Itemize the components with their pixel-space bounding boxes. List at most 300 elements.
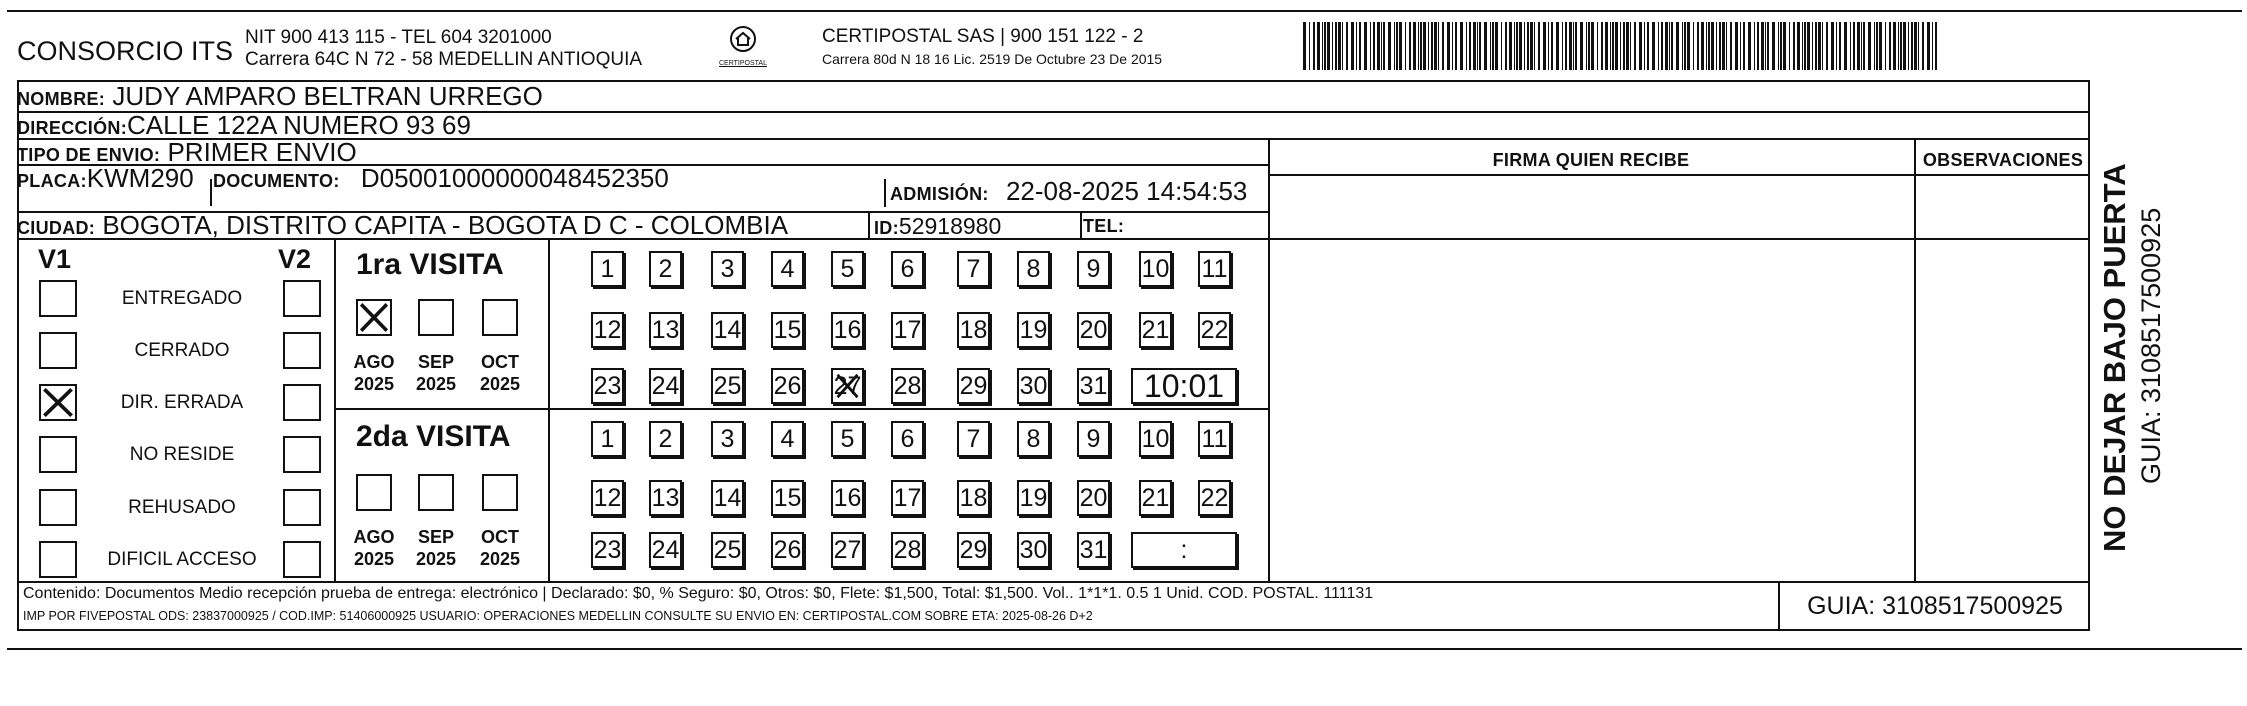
day-box[interactable]: 24 <box>649 532 682 568</box>
admission-group <box>890 176 1247 207</box>
day-box[interactable]: 9 <box>1077 421 1110 457</box>
barcode-bar <box>1431 22 1433 70</box>
barcode-bar <box>1730 22 1732 70</box>
day-box[interactable]: 23 <box>591 532 624 568</box>
observations-label: OBSERVACIONES <box>1922 150 2084 170</box>
barcode-bar <box>1469 22 1471 70</box>
divider <box>1080 211 1082 239</box>
barcode-bar <box>1754 22 1755 70</box>
month-label: AGO <box>353 352 395 372</box>
day-box[interactable]: 23 <box>591 368 624 404</box>
month-checkbox[interactable] <box>482 299 518 336</box>
day-box[interactable]: 1 <box>591 421 624 457</box>
doc-number: D05001000000048452350 <box>360 163 669 193</box>
barcode-bar <box>1885 22 1886 70</box>
barcode-bar <box>1630 22 1631 70</box>
barcode-bar <box>1586 22 1587 70</box>
barcode-bar <box>1381 22 1382 70</box>
v2-checkbox[interactable] <box>283 280 321 317</box>
barcode-bar <box>1530 22 1533 70</box>
barcode-bar <box>1615 22 1618 70</box>
barcode-bar <box>1831 22 1834 70</box>
day-box[interactable]: 14 <box>711 312 744 348</box>
form-right-border <box>2088 80 2090 583</box>
barcode-bar <box>1492 22 1494 70</box>
admission-label: ADMISIÓN: <box>890 184 989 204</box>
day-cross <box>835 372 860 400</box>
barcode-bar <box>1452 22 1453 70</box>
barcode-bar <box>1620 22 1621 70</box>
barcode-bar <box>1434 22 1437 70</box>
status-option-label: NO RESIDE <box>129 444 235 465</box>
barcode-bar <box>1639 22 1642 70</box>
row-address <box>17 110 2090 140</box>
barcode-bar <box>1716 22 1717 70</box>
day-box[interactable]: 13 <box>649 312 682 348</box>
v2-checkbox[interactable] <box>283 436 321 473</box>
barcode-bar <box>1597 22 1598 70</box>
day-box[interactable]: 12 <box>591 312 624 348</box>
signature-label: FIRMA QUIEN RECIBE <box>1492 150 1690 170</box>
barcode-bar <box>1857 22 1860 70</box>
barcode-bar <box>1783 22 1786 70</box>
barcode-bar <box>1413 22 1416 70</box>
barcode-bar <box>1423 22 1426 70</box>
courier-logo-text: CERTIPOSTAL <box>719 60 767 67</box>
barcode-bar <box>1388 22 1391 70</box>
barcode-bar <box>1863 22 1865 70</box>
barcode-bar <box>1405 22 1406 70</box>
barcode-bar <box>1477 22 1478 70</box>
divider <box>210 179 212 206</box>
barcode-bar <box>1927 22 1930 70</box>
barcode-bar <box>1442 22 1444 70</box>
barcode-bar <box>1693 22 1694 70</box>
barcode-bar <box>1836 22 1837 70</box>
day-box[interactable]: 30 <box>1017 532 1050 568</box>
barcode-bar <box>1623 22 1625 70</box>
city: BOGOTA, DISTRITO CAPITA - BOGOTA D C - COLOMBIA <box>102 210 789 240</box>
barcode-bar <box>1573 22 1574 70</box>
day-box[interactable]: 28 <box>891 532 924 568</box>
status-option-label: CERRADO <box>134 340 230 361</box>
barcode-bar <box>1815 22 1817 70</box>
barcode-bar <box>1778 22 1779 70</box>
barcode-bar <box>1324 22 1326 70</box>
signature-header-line <box>1268 174 2090 176</box>
barcode-bar <box>1868 22 1871 70</box>
barcode-bar <box>1669 22 1670 70</box>
day-box[interactable]: 19 <box>1017 480 1050 516</box>
day-box[interactable]: 13 <box>649 480 682 516</box>
day-box[interactable]: 8 <box>1017 251 1050 287</box>
courier-logo-icon <box>728 24 758 54</box>
barcode-bar <box>1914 22 1917 70</box>
v1-checkbox[interactable] <box>39 541 77 578</box>
admission-date: 22-08-2025 14:54:53 <box>1005 176 1248 206</box>
barcode-bar <box>1797 22 1800 70</box>
barcode-bar <box>1556 22 1559 70</box>
barcode-bar <box>1428 22 1429 70</box>
day-box[interactable]: 6 <box>891 251 924 287</box>
barcode-bar <box>1676 22 1679 70</box>
barcode-bar <box>1789 22 1790 70</box>
barcode-bar <box>1812 22 1813 70</box>
row-name <box>17 81 2090 111</box>
divider <box>868 211 870 239</box>
day-box[interactable]: 28 <box>891 368 924 404</box>
barcode-bar <box>1706 22 1707 70</box>
day-box[interactable]: 16 <box>831 312 864 348</box>
day-box[interactable]: 18 <box>957 480 990 516</box>
day-box[interactable]: 29 <box>957 368 990 404</box>
year-label: 2025 <box>479 374 521 394</box>
day-box[interactable]: 4 <box>771 421 804 457</box>
barcode-bar <box>1548 22 1549 70</box>
day-box[interactable]: 3 <box>711 421 744 457</box>
barcode-bar <box>1822 22 1823 70</box>
barcode-bar <box>1802 22 1803 70</box>
first-visit-label: 1ra VISITA <box>356 248 504 281</box>
guia-box: GUIA: 3108517500925 <box>1778 583 2090 629</box>
barcode-bar <box>1701 22 1704 70</box>
barcode-bar <box>1903 22 1906 70</box>
barcode-bar <box>1335 22 1337 70</box>
day-box[interactable]: 25 <box>711 532 744 568</box>
barcode-bar <box>1447 22 1450 70</box>
day-box[interactable]: 9 <box>1077 251 1110 287</box>
barcode-bar <box>1772 22 1775 70</box>
barcode-bar <box>1780 22 1782 70</box>
tel-label: TEL: <box>1083 216 1125 236</box>
barcode-bar <box>1861 22 1862 70</box>
barcode-bar <box>1893 22 1896 70</box>
status-option-label: ENTREGADO <box>121 288 243 309</box>
barcode-bar <box>1466 22 1467 70</box>
day-box[interactable]: 22 <box>1198 312 1231 348</box>
barcode-bar <box>1519 22 1522 70</box>
plate: KWM290 <box>86 163 194 193</box>
v1-checkbox[interactable] <box>39 384 77 421</box>
v1-checkbox[interactable] <box>39 436 77 473</box>
barcode-bar <box>1612 22 1614 70</box>
recipient-name: JUDY AMPARO BELTRAN URREGO <box>112 81 543 111</box>
courier-logo <box>716 24 770 70</box>
barcode-bar <box>1874 22 1875 70</box>
day-box[interactable] <box>831 368 864 404</box>
day-box[interactable]: 29 <box>957 532 990 568</box>
day-box[interactable]: 20 <box>1077 312 1110 348</box>
day-box[interactable]: 22 <box>1198 480 1231 516</box>
recipient-address: CALLE 122A NUMERO 93 69 <box>127 110 471 140</box>
barcode-bar <box>1484 22 1487 70</box>
barcode-bar <box>1501 22 1502 70</box>
barcode-bar <box>1309 22 1310 70</box>
address-label: DIRECCIÓN: <box>17 118 127 138</box>
month-checkbox[interactable] <box>356 474 392 511</box>
barcode-bar <box>1644 22 1645 70</box>
v1-checkbox[interactable] <box>39 280 77 317</box>
barcode-bar <box>1588 22 1590 70</box>
day-box[interactable]: 21 <box>1139 480 1172 516</box>
barcode-bar <box>1850 22 1851 70</box>
month-checkbox[interactable] <box>418 474 454 511</box>
barcode-bar <box>1818 22 1821 70</box>
day-box[interactable]: 31 <box>1077 368 1110 404</box>
day-box[interactable]: 30 <box>1017 368 1050 404</box>
barcode-bar <box>1935 22 1937 70</box>
day-box[interactable]: 26 <box>771 368 804 404</box>
barcode-bar <box>1346 22 1348 70</box>
day-box[interactable]: 16 <box>831 480 864 516</box>
time-box[interactable]: 10:01 <box>1131 368 1237 404</box>
barcode-bar <box>1844 22 1847 70</box>
month-label: SEP <box>417 527 455 547</box>
divider <box>884 179 886 207</box>
barcode-bar <box>1804 22 1806 70</box>
barcode-bar <box>1356 22 1357 70</box>
barcode-bar <box>1332 22 1333 70</box>
day-box[interactable]: 7 <box>957 421 990 457</box>
barcode-bar <box>1479 22 1481 70</box>
barcode-bar <box>1534 22 1535 70</box>
v1-checkbox[interactable] <box>39 332 77 369</box>
barcode-bar <box>1327 22 1330 70</box>
barcode-bar <box>1826 22 1828 70</box>
barcode-bar <box>1351 22 1354 70</box>
barcode-bar <box>1740 22 1741 70</box>
status-option-label: DIR. ERRADA <box>120 392 244 413</box>
barcode-bar <box>1839 22 1841 70</box>
barcode-bar <box>1765 22 1766 70</box>
barcode-bar <box>1322 22 1323 70</box>
barcode-bar <box>1711 22 1714 70</box>
barcode-bar <box>1575 22 1577 70</box>
day-box[interactable]: 8 <box>1017 421 1050 457</box>
city-label: CIUDAD: <box>17 218 96 238</box>
barcode-bar <box>1911 22 1913 70</box>
barcode-bar <box>1591 22 1594 70</box>
day-box[interactable]: 2 <box>649 251 682 287</box>
day-box[interactable]: 15 <box>771 480 804 516</box>
barcode-bar <box>1317 22 1320 70</box>
company-address: Carrera 64C N 72 - 58 MEDELLIN ANTIOQUIA <box>245 49 643 70</box>
courier-address: Carrera 80d N 18 16 Lic. 2519 De Octubre 23 De 2015 <box>822 51 1163 67</box>
barcode-bar <box>1569 22 1572 70</box>
month-checkbox[interactable] <box>482 474 518 511</box>
barcode-bar <box>1708 22 1710 70</box>
day-box[interactable]: 1 <box>591 251 624 287</box>
barcode-bar <box>1418 22 1419 70</box>
doc-label: DOCUMENTO: <box>212 171 340 191</box>
barcode-bar <box>1394 22 1395 70</box>
v2-checkbox[interactable] <box>283 332 321 369</box>
barcode-bar <box>1748 22 1751 70</box>
barcode-bar <box>1342 22 1343 70</box>
plate-label: PLACA: <box>17 171 87 191</box>
barcode-bar <box>1647 22 1649 70</box>
barcode-bar <box>1383 22 1385 70</box>
day-box[interactable]: 24 <box>649 368 682 404</box>
barcode-bar <box>1932 22 1933 70</box>
barcode-bar <box>1313 22 1315 70</box>
day-box[interactable]: 10 <box>1139 251 1172 287</box>
barcode-bar <box>1908 22 1909 70</box>
barcode-bar <box>1396 22 1398 70</box>
barcode-bar <box>1377 22 1380 70</box>
barcode-bar <box>1514 22 1515 70</box>
barcode-bar <box>1889 22 1891 70</box>
day-box[interactable]: 20 <box>1077 480 1110 516</box>
day-box[interactable]: 19 <box>1017 312 1050 348</box>
barcode-bar <box>1338 22 1341 70</box>
day-box[interactable]: 21 <box>1139 312 1172 348</box>
day-box[interactable]: 15 <box>771 312 804 348</box>
time-box[interactable]: : <box>1131 532 1237 568</box>
barcode-bar <box>1527 22 1529 70</box>
barcode-bar <box>1505 22 1507 70</box>
year-label: 2025 <box>415 549 457 569</box>
barcode-bar <box>1743 22 1745 70</box>
barcode-bar <box>1538 22 1540 70</box>
barcode-bar <box>1682 22 1683 70</box>
day-box[interactable]: 3 <box>711 251 744 287</box>
barcode-bar <box>1722 22 1725 70</box>
day-box[interactable]: 11 <box>1198 421 1231 457</box>
day-number: 27 <box>833 372 862 400</box>
barcode-bar <box>1761 22 1764 70</box>
barcode-bar <box>1652 22 1655 70</box>
second-visit-label: 2da VISITA <box>356 420 511 453</box>
barcode-bar <box>1373 22 1375 70</box>
year-label: 2025 <box>479 549 521 569</box>
ship-type-label: TIPO DE ENVIO: <box>17 145 161 165</box>
company-nit: NIT 900 413 115 - TEL 604 3201000 <box>245 27 552 48</box>
barcode-bar <box>1687 22 1690 70</box>
id-number: 52918980 <box>898 213 1002 239</box>
barcode-bar <box>1757 22 1759 70</box>
v1-checkbox[interactable] <box>39 489 77 526</box>
side-warning: NO DEJAR BAJO PUERTA <box>2097 163 2132 552</box>
barcode-bar <box>1359 22 1361 70</box>
barcode-bar <box>1543 22 1546 70</box>
month-label: OCT <box>481 527 519 547</box>
barcode-bar <box>1409 22 1411 70</box>
barcode-bar <box>1697 22 1699 70</box>
v2-checkbox[interactable] <box>283 384 321 421</box>
v2-label: V2 <box>278 244 312 274</box>
day-box[interactable]: 2 <box>649 421 682 457</box>
status-option-label: DIFICIL ACCESO <box>107 549 257 570</box>
barcode-bar <box>1605 22 1608 70</box>
barcode-bar <box>1455 22 1457 70</box>
id-label: ID: <box>874 218 899 238</box>
barcode-bar <box>1918 22 1919 70</box>
day-box[interactable]: 17 <box>891 312 924 348</box>
year-label: 2025 <box>415 374 457 394</box>
status-right-border <box>334 240 336 583</box>
day-box[interactable]: 18 <box>957 312 990 348</box>
barcode-bar <box>1562 22 1563 70</box>
barcode-bar <box>1551 22 1553 70</box>
barcode-bar <box>1565 22 1567 70</box>
barcode-bar <box>1580 22 1583 70</box>
barcode-bar <box>1807 22 1810 70</box>
barcode-bar <box>1524 22 1525 70</box>
barcode-bar <box>1661 22 1663 70</box>
month-checkbox[interactable] <box>418 299 454 336</box>
barcode-bar <box>1509 22 1512 70</box>
barcode-bar <box>1438 22 1439 70</box>
day-box[interactable]: 12 <box>591 480 624 516</box>
content-line: Contenido: Documentos Medio recepción prueba de entrega: electrónico | Declarado: $0, % Seguro: $0, Otros: $0, Flete: $1,500, Total: $1,500. Vol.. 1*1*1. 0.5 1 Unid. COD. POSTAL. 111131 <box>23 585 1374 602</box>
ship-type: PRIMER ENVIO <box>167 137 357 167</box>
barcode-bar <box>1634 22 1636 70</box>
day-box[interactable]: 14 <box>711 480 744 516</box>
barcode-bar <box>1610 22 1611 70</box>
barcode <box>1303 22 1941 72</box>
day-box[interactable]: 27 <box>831 532 864 568</box>
barcode-bar <box>1460 22 1463 70</box>
day-box[interactable]: 31 <box>1077 532 1110 568</box>
day-box[interactable]: 4 <box>771 251 804 287</box>
obs-left-border <box>1914 138 1916 583</box>
month-label: SEP <box>417 352 455 372</box>
barcode-bar <box>1473 22 1476 70</box>
v2-checkbox[interactable] <box>283 489 321 526</box>
year-label: 2025 <box>353 374 395 394</box>
day-box[interactable]: 10 <box>1139 421 1172 457</box>
barcode-bar <box>1671 22 1673 70</box>
barcode-bar <box>1490 22 1491 70</box>
day-box[interactable]: 11 <box>1198 251 1231 287</box>
barcode-bar <box>1399 22 1402 70</box>
barcode-bar <box>1303 22 1306 70</box>
day-box[interactable]: 5 <box>831 251 864 287</box>
name-label: NOMBRE: <box>17 89 106 109</box>
barcode-bar <box>1879 22 1882 70</box>
barcode-bar <box>1364 22 1367 70</box>
barcode-bar <box>1876 22 1878 70</box>
barcode-bar <box>1793 22 1795 70</box>
id-group <box>874 213 1001 240</box>
day-box[interactable]: 5 <box>831 421 864 457</box>
day-box[interactable]: 26 <box>771 532 804 568</box>
v1-label: V1 <box>38 244 72 274</box>
barcode-bar <box>1516 22 1518 70</box>
barcode-bar <box>1370 22 1371 70</box>
barcode-bar <box>1767 22 1769 70</box>
status-option-label: REHUSADO <box>128 497 236 518</box>
barcode-bar <box>1726 22 1727 70</box>
barcode-bar <box>1898 22 1899 70</box>
barcode-bar <box>1601 22 1603 70</box>
barcode-bar <box>1719 22 1721 70</box>
day-box[interactable]: 25 <box>711 368 744 404</box>
company-name: CONSORCIO ITS <box>17 36 234 66</box>
side-guia: GUIA: 3108517500925 <box>2136 207 2166 484</box>
day-box[interactable]: 6 <box>891 421 924 457</box>
day-box[interactable]: 7 <box>957 251 990 287</box>
barcode-bar <box>1735 22 1738 70</box>
barcode-bar <box>1922 22 1924 70</box>
month-checkbox[interactable] <box>356 299 392 336</box>
barcode-bar <box>1900 22 1902 70</box>
v2-checkbox[interactable] <box>283 541 321 578</box>
day-box[interactable]: 17 <box>891 480 924 516</box>
barcode-bar <box>1684 22 1686 70</box>
barcode-bar <box>1658 22 1659 70</box>
